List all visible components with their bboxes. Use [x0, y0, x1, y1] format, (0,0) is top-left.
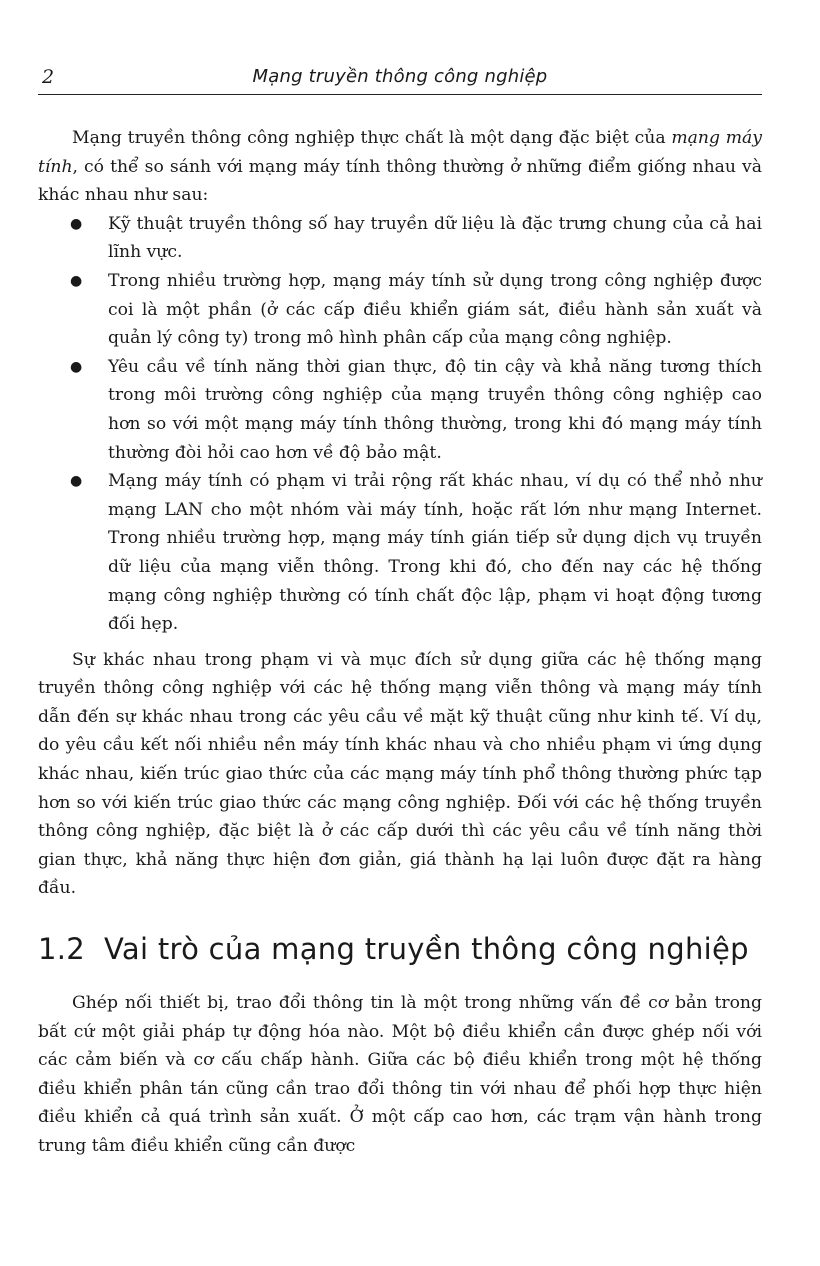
intro-rest: , có thể so sánh với mạng máy tính thông thường ở những điểm giống nhau và khác nhau như sau: — [38, 156, 762, 206]
list-item-text: Kỹ thuật truyền thông số hay truyền dữ liệu là đặc trưng chung của cả hai lĩnh vực. — [108, 213, 762, 263]
differences-paragraph: Sự khác nhau trong phạm vi và mục đích sử dụng giữa các hệ thống mạng truyền thông công nghiệp với các hệ thống mạng viễn thông và mạng máy tính dẫn đến sự khác nhau trong các yêu cầu về mặt kỹ thuật cũng như kinh tế. Ví dụ, do yêu cầu kết nối nhiều nền máy tính khác nhau và cho nhiều phạm vi ứng dụng khác nhau, kiến trúc giao thức của các mạng máy tính phổ thông thường phức tạp hơn so với kiến trúc giao thức các mạng công nghiệp. Đối với các hệ thống truyền thông công nghiệp, đặc biệt là ở các cấp dưới thì các yêu cầu về tính năng thời gian thực, khả năng thực hiện đơn giản, giá thành hạ lại luôn được đặt ra hàng đầu. — [38, 649, 762, 899]
bullet-icon: ● — [70, 473, 83, 490]
list-item — [38, 467, 762, 639]
list-item — [38, 210, 762, 267]
bullet-icon: ● — [70, 358, 83, 375]
intro-paragraph — [38, 124, 762, 210]
section-number: 1.2 — [38, 932, 86, 967]
page-header — [38, 66, 762, 95]
section-title: Vai trò của mạng truyền thông công nghiệp — [104, 932, 749, 967]
bullet-icon: ● — [70, 272, 83, 289]
intro-term: mạng máy tính — [38, 128, 763, 177]
bullet-icon: ● — [70, 215, 83, 232]
list-item-text: Trong nhiều trường hợp, mạng máy tính sử dụng trong công nghiệp được coi là một phần (ở các cấp điều khiển giám sát, điều hành sản xuất và quản lý công ty) trong mô hình phân cấp của mạng công nghiệp. — [108, 270, 762, 349]
page-body — [38, 124, 762, 1161]
list-item — [38, 353, 762, 467]
list-item-text: Yêu cầu về tính năng thời gian thực, độ tin cậy và khả năng tương thích trong môi trường công nghiệp của mạng truyền thông công nghiệp cao hơn so với một mạng máy tính thông thường, trong khi đó mạng máy tính thường đòi hỏi cao hơn về độ bảo mật. — [108, 356, 762, 463]
list-item-text: Mạng máy tính có phạm vi trải rộng rất khác nhau, ví dụ có thể nhỏ như mạng LAN cho một nhóm vài máy tính, hoặc rất lớn như mạng Internet. Trong nhiều trường hợp, mạng máy tính gián tiếp sử dụng dịch vụ truyền dữ liệu của mạng viễn thông. Trong khi đó, cho đến nay các hệ thống mạng công nghiệp thường có tính chất độc lập, phạm vi hoạt động tương đối hẹp. — [108, 471, 762, 635]
comparison-list — [38, 210, 762, 639]
running-title: Mạng truyền thông công nghiệp — [252, 66, 548, 87]
role-paragraph: Ghép nối thiết bị, trao đổi thông tin là một trong những vấn đề cơ bản trong bất cứ một giải pháp tự động hóa nào. Một bộ điều khiển cần được ghép nối với các cảm biến và cơ cấu chấp hành. Giữa các bộ điều khiển trong một hệ thống điều khiển phân tán cũng cần trao đổi thông tin với nhau để phối hợp thực hiện điều khiển cả quá trình sản xuất. Ở một cấp cao hơn, các trạm vận hành trong trung tâm điều khiển cũng cần được — [38, 993, 762, 1156]
intro-lead: Mạng truyền thông công nghiệp thực chất là một dạng đặc biệt của — [72, 128, 672, 148]
section-heading — [38, 929, 762, 969]
page-number: 2 — [42, 66, 55, 88]
list-item — [38, 267, 762, 353]
